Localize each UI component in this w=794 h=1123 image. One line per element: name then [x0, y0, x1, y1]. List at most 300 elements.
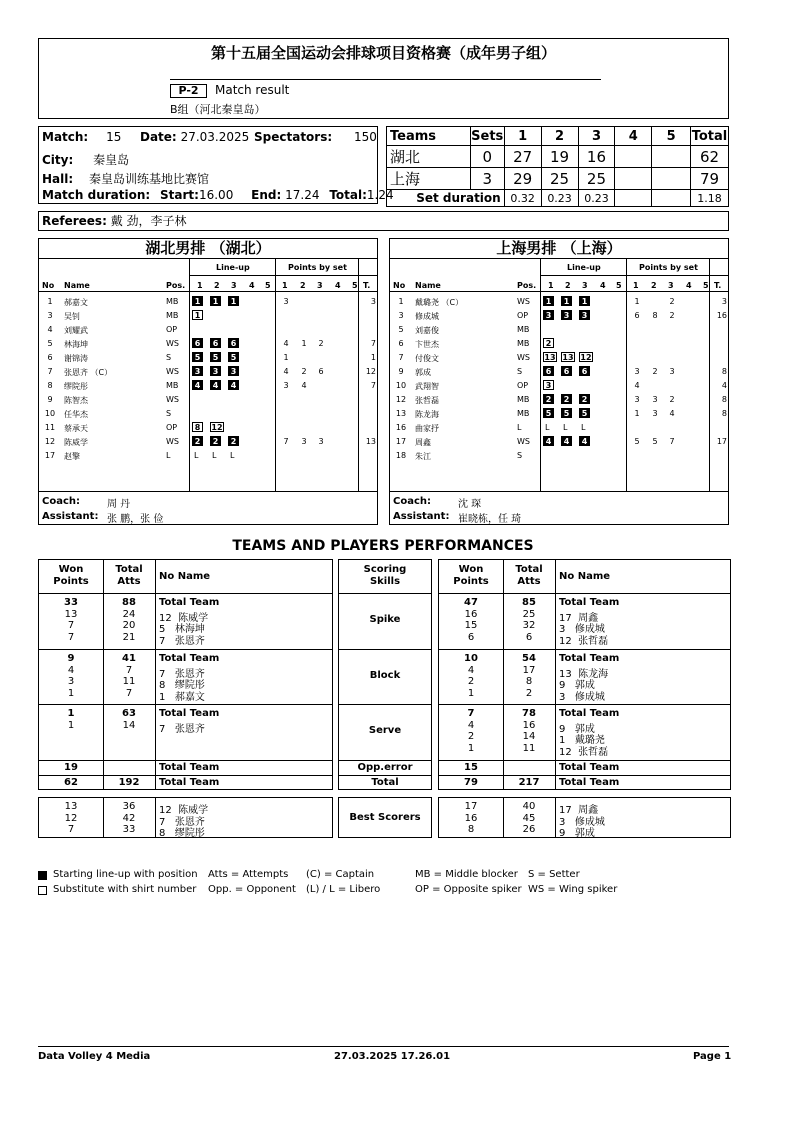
player-number: 1 — [398, 297, 404, 306]
starting-position: 4 — [192, 380, 203, 390]
set-score: 16 — [578, 146, 615, 168]
name-header: Name — [64, 281, 90, 290]
date-label: Date: — [140, 130, 177, 144]
player-entry: 17 周鑫 — [559, 612, 599, 624]
set-points: 7 — [669, 437, 675, 446]
player-name: 周鑫 — [415, 438, 431, 447]
player-name: 张恩齐 （C） — [64, 368, 113, 377]
total-atts: 45 — [522, 812, 536, 824]
total-label: Total: — [329, 188, 367, 202]
total-points: 8 — [721, 367, 727, 376]
player-name: 戴璐尧 （C） — [415, 298, 464, 307]
player-position: OP — [517, 311, 529, 320]
starting-position: 3 — [228, 366, 239, 376]
player-position: L — [517, 423, 522, 432]
team-panel-away — [389, 238, 729, 525]
player-name: 缪院彤 — [64, 382, 88, 391]
player-position: OP — [166, 325, 178, 334]
skill-name: Block — [369, 669, 401, 681]
player-entry: 3 修成城 — [559, 816, 605, 828]
points-set-header: 5 — [352, 281, 358, 290]
sets-header: 4 — [615, 127, 652, 146]
footer-divider — [390, 491, 729, 492]
player-entry: Total Team — [159, 762, 220, 773]
points-set-header: 3 — [668, 281, 674, 290]
set-points: 3 — [283, 297, 289, 306]
duration-label: Match duration: — [42, 188, 151, 202]
total-atts: 14 — [522, 731, 536, 742]
player-position: S — [166, 353, 172, 362]
player-name: 武翔智 — [415, 382, 439, 391]
set-points: 2 — [318, 339, 324, 348]
total-atts: 41 — [122, 653, 136, 664]
row-divider — [439, 649, 730, 650]
sets-header: 5 — [652, 127, 691, 146]
row-divider — [339, 760, 431, 761]
player-name: 谢锦涛 — [64, 354, 88, 363]
column-divider — [275, 259, 276, 491]
end-value: 17.24 — [285, 188, 320, 202]
total-atts: 26 — [522, 824, 536, 835]
no-header: No — [42, 281, 55, 290]
player-entry: 8 缪院彤 — [159, 680, 205, 691]
set-duration-label: Set duration — [387, 190, 505, 207]
set-points: 6 — [318, 367, 324, 376]
player-position: OP — [166, 423, 178, 432]
end-label: End: — [251, 188, 282, 202]
player-entry: Total Team — [559, 708, 620, 719]
player-entry: 9 郭成 — [559, 723, 595, 735]
won-points: 1 — [467, 742, 475, 754]
won-points: 13 — [64, 801, 78, 812]
player-position: MB — [517, 339, 530, 348]
set-points: 1 — [634, 297, 640, 306]
total-points: 8 — [721, 395, 727, 404]
player-entry: 1 戴璐尧 — [559, 735, 605, 746]
row-divider — [39, 593, 332, 594]
substitute-number: 12 — [211, 423, 223, 432]
assistant-label: Assistant: — [42, 511, 99, 522]
set-score — [652, 146, 691, 168]
player-number: 12 — [44, 437, 56, 446]
player-number: 13 — [395, 409, 407, 418]
set-duration: 0.23 — [541, 190, 578, 207]
player-name: 修成城 — [415, 312, 439, 321]
player-number: 4 — [47, 325, 53, 334]
total-atts: 88 — [122, 597, 136, 608]
set-points: 3 — [652, 409, 658, 418]
player-entry: Total Team — [559, 653, 620, 664]
player-name: 林海坤 — [64, 340, 88, 349]
won-points: 15 — [464, 762, 478, 773]
total-atts: 11 — [522, 742, 536, 754]
starting-position: 4 — [543, 436, 554, 446]
header-divider — [39, 291, 378, 292]
player-number: 17 — [44, 451, 56, 460]
player-position: MB — [166, 311, 179, 320]
home-atts-header: Total Atts — [115, 564, 143, 587]
libero-mark: L — [194, 451, 199, 460]
player-position: OP — [517, 381, 529, 390]
total-atts: 16 — [522, 719, 536, 731]
player-name: 任华杰 — [64, 410, 88, 419]
set-points: 2 — [301, 367, 307, 376]
row-divider — [339, 704, 431, 705]
starting-position: 5 — [543, 408, 554, 418]
set-points: 6 — [634, 311, 640, 320]
points-header: Points by set — [639, 263, 698, 272]
player-name: 刘嘉俊 — [415, 326, 439, 335]
player-entry: Total Team — [159, 708, 220, 719]
won-points: 1 — [67, 687, 75, 699]
row-divider — [439, 760, 730, 761]
player-number: 10 — [44, 409, 56, 418]
player-entry: Total Team — [559, 597, 620, 608]
total-atts: 33 — [122, 824, 136, 835]
player-name: 赵擎 — [64, 452, 80, 461]
start-lineup-square-icon — [38, 871, 47, 880]
player-entry: Total Team — [559, 762, 620, 773]
legend-opp: Opp. = Opponent — [208, 884, 296, 895]
set-points: 2 — [669, 297, 675, 306]
player-position: MB — [517, 395, 530, 404]
home-performance-box — [38, 559, 333, 790]
legend-libero: (L) / L = Libero — [306, 884, 381, 895]
match-label: Match: — [42, 130, 89, 144]
won-points: 10 — [464, 653, 478, 664]
player-name: 吴钊 — [64, 312, 80, 321]
player-position: MB — [517, 409, 530, 418]
skill-name: Opp.error — [357, 762, 413, 773]
set-score — [652, 168, 691, 190]
referees-bar — [38, 211, 729, 231]
player-position: WS — [517, 437, 530, 446]
report-subtitle: Match result — [215, 83, 290, 97]
starting-position: 1 — [192, 296, 203, 306]
total-points: 3 — [370, 297, 376, 306]
lineup-set-header: 3 — [582, 281, 588, 290]
player-number: 3 — [398, 311, 404, 320]
sets-header: Total — [691, 128, 728, 144]
referees-names: 戴 劲，李子林 — [110, 214, 187, 228]
set-points: 2 — [652, 367, 658, 376]
total-atts: 24 — [122, 608, 136, 620]
lineup-set-header: 4 — [600, 281, 606, 290]
starting-position: 4 — [210, 380, 221, 390]
starting-position: 6 — [210, 338, 221, 348]
won-points: 1 — [67, 708, 75, 719]
report-header — [38, 38, 729, 119]
player-name: 朱江 — [415, 452, 431, 461]
player-entry: Total Team — [159, 777, 220, 788]
column-divider — [709, 259, 710, 491]
total-score: 62 — [690, 146, 728, 168]
legend-sub: Substitute with shirt number — [53, 884, 197, 895]
player-number: 6 — [47, 353, 53, 362]
total-atts: 20 — [122, 620, 136, 631]
total-points: 8 — [721, 409, 727, 418]
spectators-label: Spectators: — [254, 130, 333, 144]
set-score: 25 — [578, 168, 615, 190]
lineup-set-header: 5 — [616, 281, 622, 290]
points-set-header: 3 — [317, 281, 323, 290]
set-points: 1 — [301, 339, 307, 348]
report-code: P-2 — [170, 84, 207, 98]
set-points: 3 — [634, 367, 640, 376]
player-entry: 9 郭成 — [559, 680, 595, 691]
player-position: MB — [517, 325, 530, 334]
total-points: 1 — [370, 353, 376, 362]
won-points: 33 — [64, 597, 78, 608]
player-position: L — [166, 451, 171, 460]
set-points: 4 — [669, 409, 675, 418]
won-points: 62 — [64, 777, 78, 788]
total-atts: 42 — [122, 812, 136, 824]
won-points: 4 — [67, 664, 75, 676]
player-name: 陈智杰 — [64, 396, 88, 405]
starting-position: 5 — [561, 408, 572, 418]
player-entry: 7 张恩齐 — [159, 635, 205, 647]
set-points: 7 — [283, 437, 289, 446]
starting-position: 5 — [579, 408, 590, 418]
team-title: 湖北男排 （湖北） — [39, 239, 377, 259]
starting-position: 3 — [192, 366, 203, 376]
header-divider — [189, 275, 378, 276]
total-points: 7 — [370, 339, 376, 348]
won-points: 7 — [67, 824, 75, 835]
player-name: 张哲磊 — [415, 396, 439, 405]
skill-name: Best Scorers — [349, 812, 421, 823]
player-number: 18 — [395, 451, 407, 460]
set-points: 3 — [669, 367, 675, 376]
points-set-header: 1 — [633, 281, 639, 290]
pos-header: Pos. — [166, 281, 186, 290]
player-position: S — [517, 451, 523, 460]
libero-mark: L — [581, 423, 586, 432]
set-score: 19 — [541, 146, 578, 168]
player-entry: 12 陈威学 — [159, 612, 209, 624]
starting-position: 4 — [228, 380, 239, 390]
footer-divider — [38, 1046, 729, 1047]
lineup-set-header: 1 — [197, 281, 203, 290]
total-points: 16 — [716, 311, 727, 320]
pos-header: Pos. — [517, 281, 537, 290]
set-points: 3 — [318, 437, 324, 446]
no-header: No — [393, 281, 406, 290]
player-position: WS — [166, 367, 179, 376]
set-points: 3 — [283, 381, 289, 390]
legend-start: Starting line-up with position — [53, 869, 198, 880]
set-points: 3 — [652, 395, 658, 404]
legend-captain: (C) = Captain — [306, 869, 375, 880]
total-atts: 54 — [522, 653, 536, 664]
lineup-set-header: 4 — [249, 281, 255, 290]
assistant-name: 崔晓栋，任 琦 — [458, 514, 522, 525]
player-name: 卞世杰 — [415, 340, 439, 349]
player-number: 7 — [398, 353, 404, 362]
player-position: S — [517, 367, 523, 376]
won-points: 19 — [64, 762, 78, 773]
coach-name: 周 丹 — [107, 499, 131, 510]
col-divider — [155, 560, 156, 789]
player-name: 陈龙海 — [415, 410, 439, 419]
name-header: Name — [415, 281, 441, 290]
start-value: 16.00 — [198, 188, 234, 202]
substitute-square-icon — [38, 886, 47, 895]
set-points: 3 — [301, 437, 307, 446]
player-entry: 7 张恩齐 — [159, 723, 205, 735]
player-entry: Total Team — [559, 777, 620, 788]
set-score — [615, 146, 652, 168]
points-set-header: 5 — [703, 281, 709, 290]
player-number: 16 — [395, 423, 407, 432]
report-group: B组（河北秦皇岛） — [170, 103, 266, 116]
total-value: 1.24 — [366, 188, 394, 202]
set-points: 4 — [283, 339, 289, 348]
coach-name: 沈 琛 — [458, 499, 482, 510]
player-number: 5 — [47, 339, 53, 348]
skills-box — [338, 559, 432, 790]
sets-won: 0 — [470, 146, 504, 168]
row-divider — [39, 704, 332, 705]
spectators-count: 150 — [354, 130, 377, 144]
player-entry: 7 张恩齐 — [159, 668, 205, 680]
won-points: 15 — [464, 620, 478, 631]
sets-table — [386, 126, 729, 207]
col-divider — [555, 798, 556, 837]
player-entry: 12 张哲磊 — [559, 746, 609, 758]
player-number: 11 — [44, 423, 56, 432]
player-entry: 12 张哲磊 — [559, 635, 609, 647]
won-points: 4 — [467, 664, 475, 676]
sets-won: 3 — [470, 168, 504, 190]
player-number: 3 — [47, 311, 53, 320]
player-position: MB — [166, 297, 179, 306]
skill-header: Scoring Skills — [363, 564, 407, 587]
header-divider — [390, 291, 729, 292]
footer-brand: Data Volley 4 Media — [38, 1051, 151, 1062]
starting-position: 1 — [543, 296, 554, 306]
set-score: 29 — [504, 168, 541, 190]
set-points: 2 — [669, 311, 675, 320]
won-points: 13 — [64, 608, 78, 620]
total-score: 79 — [690, 168, 728, 190]
footer-page: Page 1 — [693, 1051, 732, 1062]
home-won-header: Won Points — [53, 564, 89, 587]
set-points: 5 — [634, 437, 640, 446]
total-atts: 40 — [522, 801, 536, 812]
skill-name: Serve — [368, 725, 402, 736]
lineup-set-header: 2 — [214, 281, 220, 290]
set-points: 1 — [283, 353, 289, 362]
total-atts: 17 — [522, 664, 536, 676]
starting-position: 5 — [192, 352, 203, 362]
total-points: 12 — [365, 367, 376, 376]
home-name-header: No Name — [159, 571, 211, 582]
match-number: 15 — [106, 130, 122, 144]
player-entry: 3 修成城 — [559, 624, 605, 635]
home-best-box — [38, 797, 333, 838]
starting-position: 2 — [561, 394, 572, 404]
won-points: 8 — [467, 824, 475, 835]
won-points: 2 — [467, 731, 475, 742]
total-points: 4 — [721, 381, 727, 390]
won-points: 17 — [464, 801, 478, 812]
won-points: 16 — [464, 608, 478, 620]
starting-position: 3 — [543, 310, 554, 320]
player-number: 6 — [398, 339, 404, 348]
starting-position: 3 — [210, 366, 221, 376]
player-position: WS — [517, 297, 530, 306]
set-points: 4 — [301, 381, 307, 390]
starting-position: 2 — [228, 436, 239, 446]
points-set-header: 4 — [686, 281, 692, 290]
total-atts: 36 — [122, 801, 136, 812]
substitute-number: 2 — [543, 338, 554, 348]
set-score — [615, 168, 652, 190]
total-atts: 32 — [522, 620, 536, 631]
won-points: 3 — [67, 676, 75, 687]
starting-position: 4 — [579, 436, 590, 446]
total-atts: 217 — [518, 777, 540, 788]
total-atts: 14 — [122, 719, 136, 731]
starting-position: 1 — [561, 296, 572, 306]
lineup-set-header: 1 — [548, 281, 554, 290]
skill-name: Spike — [369, 614, 401, 625]
sets-header: 3 — [578, 127, 615, 146]
starting-position: 5 — [228, 352, 239, 362]
away-best-box — [438, 797, 731, 838]
set-points: 3 — [634, 395, 640, 404]
starting-position: 2 — [543, 394, 554, 404]
player-entry: Total Team — [159, 653, 220, 664]
starting-position: 5 — [210, 352, 221, 362]
lineup-set-header: 3 — [231, 281, 237, 290]
player-entry: 3 修成城 — [559, 691, 605, 703]
total-atts: 8 — [525, 676, 533, 687]
player-name: 郝嘉文 — [64, 298, 88, 307]
total-header: T. — [363, 281, 371, 290]
player-name: 刘耀武 — [64, 326, 88, 335]
starting-position: 3 — [579, 310, 590, 320]
performance-title: TEAMS AND PLAYERS PERFORMANCES — [232, 538, 534, 554]
points-set-header: 2 — [300, 281, 306, 290]
player-position: WS — [166, 339, 179, 348]
column-divider — [358, 259, 359, 491]
coach-label: Coach: — [42, 496, 81, 507]
player-name: 郭成 — [415, 368, 431, 377]
hall-value: 秦皇岛训练基地比赛馆 — [89, 172, 210, 186]
points-set-header: 2 — [651, 281, 657, 290]
away-name-header: No Name — [559, 571, 611, 582]
won-points: 1 — [467, 687, 475, 699]
player-position: MB — [166, 381, 179, 390]
starting-position: 4 — [561, 436, 572, 446]
player-name: 付俊文 — [415, 354, 439, 363]
total-atts: 2 — [525, 687, 533, 699]
sets-header: 1 — [504, 127, 541, 146]
footer-timestamp: 27.03.2025 17.26.01 — [334, 1051, 451, 1062]
player-entry: Total Team — [159, 597, 220, 608]
set-duration-total: 1.18 — [690, 190, 728, 207]
substitute-number: 1 — [192, 310, 203, 320]
points-set-header: 4 — [335, 281, 341, 290]
legend-s: S = Setter — [528, 869, 580, 880]
sets-header: 2 — [541, 127, 578, 146]
substitute-number: 3 — [543, 380, 554, 390]
row-divider — [39, 775, 332, 776]
player-number: 1 — [47, 297, 53, 306]
